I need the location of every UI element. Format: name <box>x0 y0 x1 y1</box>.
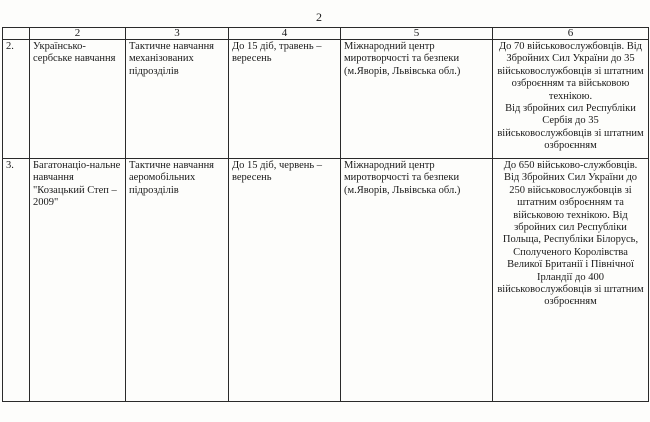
exercise-type: Тактичне навчання механізованих підрозділів <box>126 40 229 159</box>
table-header-row <box>3 28 649 40</box>
header-col-4: 4 <box>229 28 341 40</box>
exercise-personnel <box>493 40 649 159</box>
table-row <box>3 159 649 402</box>
header-col-6: 6 <box>493 28 649 40</box>
personnel-text: До 650 військово-службовців. Від Збройних Сил України до 250 військовослужбовців зі штатним озброєнням та військовою технікою. Від збройних сил Республіки Польща, Республіки Білорусь, Сполученого Королівства Великої Британії і Північної Ірландії до 400 військовослужбовців зі штатним озброєнням <box>497 160 644 308</box>
exercise-duration: До 15 діб, червень – вересень <box>229 159 341 402</box>
exercise-location: Міжнародний центр миротворчості та безпеки (м.Яворів, Львівська обл.) <box>341 159 493 402</box>
exercise-location: Міжнародний центр миротворчості та безпеки (м.Яворів, Львівська обл.) <box>341 40 493 159</box>
header-col-5: 5 <box>341 28 493 40</box>
table-row <box>3 40 649 159</box>
exercise-name: Багатонаціо-нальне навчання "Козацький Степ – 2009" <box>30 159 126 402</box>
header-col-3: 3 <box>126 28 229 40</box>
row-number: 2. <box>3 40 30 159</box>
exercise-duration: До 15 діб, травень – вересень <box>229 40 341 159</box>
page-number: 2 <box>316 10 322 24</box>
personnel-text: До 70 військовослужбовців. Від Збройних Сил України до 35 військовослужбовців зі штатним озброєнням та військовою технікою. <box>497 41 644 102</box>
row-number: 3. <box>3 159 30 402</box>
personnel-text: Від збройних сил Республіки Сербія до 35 військовослужбовців зі штатним озброєнням <box>497 103 644 152</box>
header-col-2: 2 <box>30 28 126 40</box>
exercises-table <box>2 27 649 402</box>
exercise-type: Тактичне навчання аеромобільних підрозділів <box>126 159 229 402</box>
exercise-personnel <box>493 159 649 402</box>
header-col-1 <box>3 28 30 40</box>
exercise-name: Українсько-сербське навчання <box>30 40 126 159</box>
